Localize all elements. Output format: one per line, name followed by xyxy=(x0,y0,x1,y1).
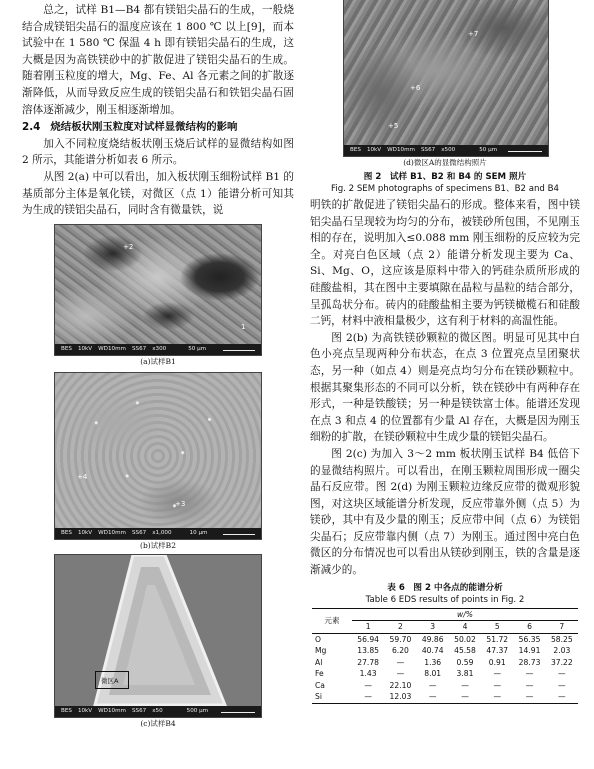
value-cell: — xyxy=(461,680,469,690)
point-label-3: +3 xyxy=(175,499,186,508)
table-column-header: 6 xyxy=(527,622,532,632)
point-label-4: +4 xyxy=(77,472,88,481)
value-cell: 37.22 xyxy=(550,657,573,667)
figure-caption-cn: 图 2 试样 B1、B2 和 B4 的 SEM 照片 xyxy=(363,172,527,182)
table-column-header: 7 xyxy=(559,622,565,632)
value-cell: 51.72 xyxy=(486,634,509,644)
element-name-cell: Fe xyxy=(315,669,324,679)
value-cell: 58.25 xyxy=(550,634,573,644)
table-column-header: 4 xyxy=(462,622,468,632)
value-cell: 50.02 xyxy=(454,634,476,644)
point-label-6: +6 xyxy=(410,84,421,92)
element-name-cell: Ca xyxy=(315,680,325,690)
element-name-cell: Al xyxy=(315,657,323,667)
value-cell: 8.01 xyxy=(424,669,442,679)
value-cell: — xyxy=(525,669,534,679)
table-row xyxy=(312,657,578,669)
value-cell: — xyxy=(428,692,437,702)
figure-caption-en: Fig. 2 SEM photographs of specimens B1、B2 and B4 xyxy=(331,184,559,194)
value-cell: 13.85 xyxy=(357,646,380,656)
value-cell: — xyxy=(364,692,372,702)
value-cell: — xyxy=(493,692,502,702)
point-label-7: +7 xyxy=(468,30,479,38)
value-cell: 28.73 xyxy=(518,657,541,667)
sem-info-bar: BES 10kV WD10mm SS67 x50 500 μm xyxy=(55,706,261,717)
scale-bar xyxy=(223,350,255,351)
value-cell: 56.94 xyxy=(357,634,380,644)
corundum-grain-shape xyxy=(55,555,261,717)
element-name-cell: Si xyxy=(315,692,322,702)
value-cell: 45.58 xyxy=(454,646,476,656)
table-row xyxy=(312,633,578,645)
subcaption-d: (d)微区A的显微结构照片 xyxy=(403,158,487,167)
value-cell: 27.78 xyxy=(357,657,380,667)
value-cell: — xyxy=(364,680,372,690)
subcaption-a: (a)试样B1 xyxy=(140,356,176,366)
value-cell: 59.70 xyxy=(389,634,412,644)
value-cell: 14.91 xyxy=(518,646,541,656)
sem-info-bar: BES 10kV WD10mm SS67 x300 50 μm xyxy=(55,344,261,355)
subcaption-b: (b)试样B2 xyxy=(140,540,176,550)
paragraph-fig2cd: 图 2(c) 为加入 3～2 mm 板状刚玉试样 B4 低倍下的显微结构照片。可以看出，在刚玉颗粒周围形成一圈尖晶石反应带。图 2(d) 为刚玉颗粒边缘反应带的微观形貌图，对这块区域能谱分析发现，反应带靠外侧（点 5）为镁砂，其中有及少量的刚玉；反应带中间（点 6）为镁铝尖晶石；反应带靠内侧（点 7）为刚玉。通过图中亮白色微区的分布情况也可以看出从镁砂到刚玉，铁的含量是逐渐减少的。 xyxy=(310,447,580,577)
table-column-header: 1 xyxy=(365,622,371,632)
value-cell: 56.35 xyxy=(518,634,541,644)
table-caption-cn: 表 6 图 2 中各点的能谱分析 xyxy=(387,582,503,593)
paragraph-intro: 加入不同粒度烧结板状刚玉烧后试样的显微结构如图 2 所示，其能谱分析如表 6 所示。 xyxy=(22,137,294,167)
point-label-2: +2 xyxy=(123,242,134,251)
eds-results-table xyxy=(312,608,578,704)
table-row xyxy=(312,680,578,692)
table-row xyxy=(312,668,578,680)
value-cell: 0.59 xyxy=(456,657,474,667)
value-cell: 22.10 xyxy=(389,680,412,690)
value-cell: — xyxy=(558,669,566,679)
value-cell: 40.74 xyxy=(421,646,444,656)
value-cell: — xyxy=(525,692,534,702)
section-number: 2.4 xyxy=(22,121,41,134)
value-cell: 1.43 xyxy=(359,669,377,679)
table-row xyxy=(312,645,578,657)
value-cell: — xyxy=(558,692,566,702)
section-title: 烧结板状刚玉粒度对试样显微结构的影响 xyxy=(50,121,238,134)
scale-bar xyxy=(223,534,255,535)
value-cell: 0.91 xyxy=(488,657,506,667)
point-label-1: 1 xyxy=(241,322,246,331)
paragraph-fig2b: 图 2(b) 为高铁镁砂颗粒的微区图。明显可见其中白色小亮点呈现两种分布状态，在点 3 位置亮点呈团聚状态，另一种（如点 4）则是亮点均匀分布在镁砂颗粒中。根据其聚集形态的不同可以分析，铁在镁砂中有两种存在形式，一种是铁酸镁；另一种是镁铁富士体。能谱还发现在点 3 和点 4 的位置都有少量 Al 存在，大概是因为刚玉细粉的扩散，在镁砂颗粒中生成少量的镁铝尖晶石。 xyxy=(310,331,580,444)
value-cell: 49.86 xyxy=(421,634,444,644)
paragraph-spinel-summary: 总之，试样 B1—B4 都有镁铝尖晶石的生成，一般烧结合成镁铝尖晶石的温度应该在 1 800 ℃ 以上[9]，而本试验中在 1 580 ℃ 保温 4 h 即有镁铝尖晶石的生成，这大概是因为高铁镁砂中的扩散促进了镁铝尖晶石的生成。随着刚玉粒度的增大，Mg、Fe、Al 各元素之间的扩散逐渐降低，从而导致反应生成的镁铝尖晶石和铁铝尖晶石固溶体逐渐减少，刚玉相逐渐增加。 xyxy=(22,4,294,116)
value-cell: 3.81 xyxy=(456,669,474,679)
table-caption-en: Table 6 EDS results of points in Fig. 2 xyxy=(365,594,525,605)
value-cell: 1.36 xyxy=(424,657,442,667)
value-cell: — xyxy=(525,680,534,690)
value-cell: — xyxy=(493,680,502,690)
subcaption-c: (c)试样B4 xyxy=(140,718,176,728)
table-column-header: 5 xyxy=(494,622,500,632)
table-column-header: 3 xyxy=(430,622,436,632)
value-cell: — xyxy=(428,680,437,690)
value-cell: — xyxy=(461,692,469,702)
left-column xyxy=(22,2,294,730)
element-name-cell: Mg xyxy=(315,646,327,656)
section-heading xyxy=(22,119,294,136)
value-cell: 2.03 xyxy=(553,646,571,656)
point-label-5: +5 xyxy=(388,122,399,130)
sem-info-bar: BES 10kV WD10mm SS67 x500 50 μm xyxy=(344,145,548,156)
value-cell: — xyxy=(396,669,405,679)
value-cell: 6.20 xyxy=(391,646,409,656)
scale-bar xyxy=(221,712,255,713)
value-cell: 12.03 xyxy=(389,692,412,702)
sem-image-b2 xyxy=(54,372,262,540)
value-cell: — xyxy=(558,680,566,690)
table-unit-header: w/% xyxy=(352,608,578,621)
paragraph-fig2a-cont: 明铁的扩散促进了镁铝尖晶石的形成。整体来看，图中镁铝尖晶石呈现较为均匀的分布，被镁砂所包围，不见刚玉相的存在，说明加入≤0.088 mm 刚玉细粉的反应较为完全。对亮白色区域（点 2）能谱分析发现主要为 Ca、Si、Mg、O，这应该是原料中带入的钙硅杂质所形成的硅酸盐相，其在图中主要填隙在晶粒与晶粒的结合部分，呈孤岛状分布。砖内的硅酸盐相主要为钙镁橄榄石和硅酸二钙，材料中液相量极少，这有利于材料的高温性能。 xyxy=(310,199,580,328)
sem-image-b4 xyxy=(54,554,262,718)
paragraph-fig2a: 从图 2(a) 中可以看出，加入板状刚玉细粉试样 B1 的基质部分主体是氧化镁，对微区（点 1）能谱分析可知其为生成的镁铝尖晶石，同时含有微量铁，说 xyxy=(22,170,294,217)
sem-image-region-a xyxy=(343,0,549,157)
table-corner-header: 元素 xyxy=(324,615,340,625)
value-cell: 47.37 xyxy=(486,646,509,656)
right-column xyxy=(310,0,580,704)
sem-info-bar: BES 10kV WD10mm SS67 x1,000 10 μm xyxy=(55,528,261,539)
value-cell: — xyxy=(493,669,502,679)
value-cell: — xyxy=(396,657,405,667)
table-column-header: 2 xyxy=(398,622,403,632)
region-a-label: 微区A xyxy=(101,676,119,685)
table-row xyxy=(312,691,578,703)
element-name-cell: O xyxy=(315,634,321,644)
sem-image-b1 xyxy=(54,224,262,356)
scale-bar xyxy=(508,151,542,152)
